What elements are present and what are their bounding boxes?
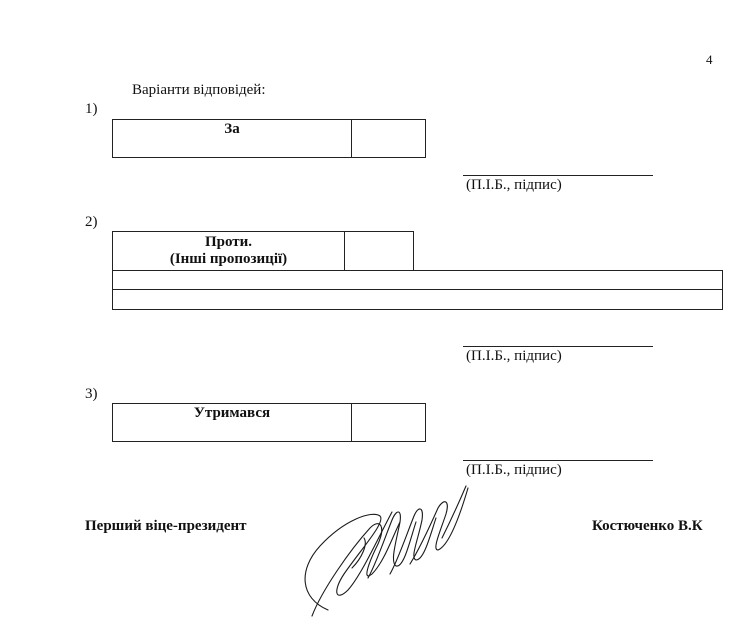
answer-options-heading: Варіанти відповідей: [132,82,266,98]
handwritten-signature [292,478,482,628]
option-2-label-line2: (Інші пропозиції) [169,251,288,267]
option-2-number: 2) [85,214,98,230]
option-1-box [112,119,426,158]
option-1-signature-caption: (П.І.Б., підпис) [466,177,562,193]
option-3-box [112,403,426,442]
signatory-position: Перший віце-президент [85,518,247,534]
option-3-number: 3) [85,386,98,402]
option-1-number: 1) [85,101,98,117]
option-2-signature-line [463,346,653,347]
option-3-signature-caption: (П.І.Б., підпис) [466,462,562,478]
option-2-signature-caption: (П.І.Б., підпис) [466,348,562,364]
option-3-signature-line [463,460,653,461]
option-2-row-2 [112,289,723,310]
option-1-label: За [224,121,240,137]
option-2-label [113,234,344,268]
option-3-divider [351,404,352,441]
option-3-label: Утримався [193,405,271,421]
option-2-divider [344,232,345,270]
option-2-header-box [112,231,414,271]
option-2-label-line1: Проти. [204,234,253,250]
page-number: 4 [706,52,713,67]
option-2-row-1 [112,270,723,290]
option-1-signature-line [463,175,653,176]
signatory-name: Костюченко В.К [592,518,703,534]
option-1-divider [351,120,352,157]
